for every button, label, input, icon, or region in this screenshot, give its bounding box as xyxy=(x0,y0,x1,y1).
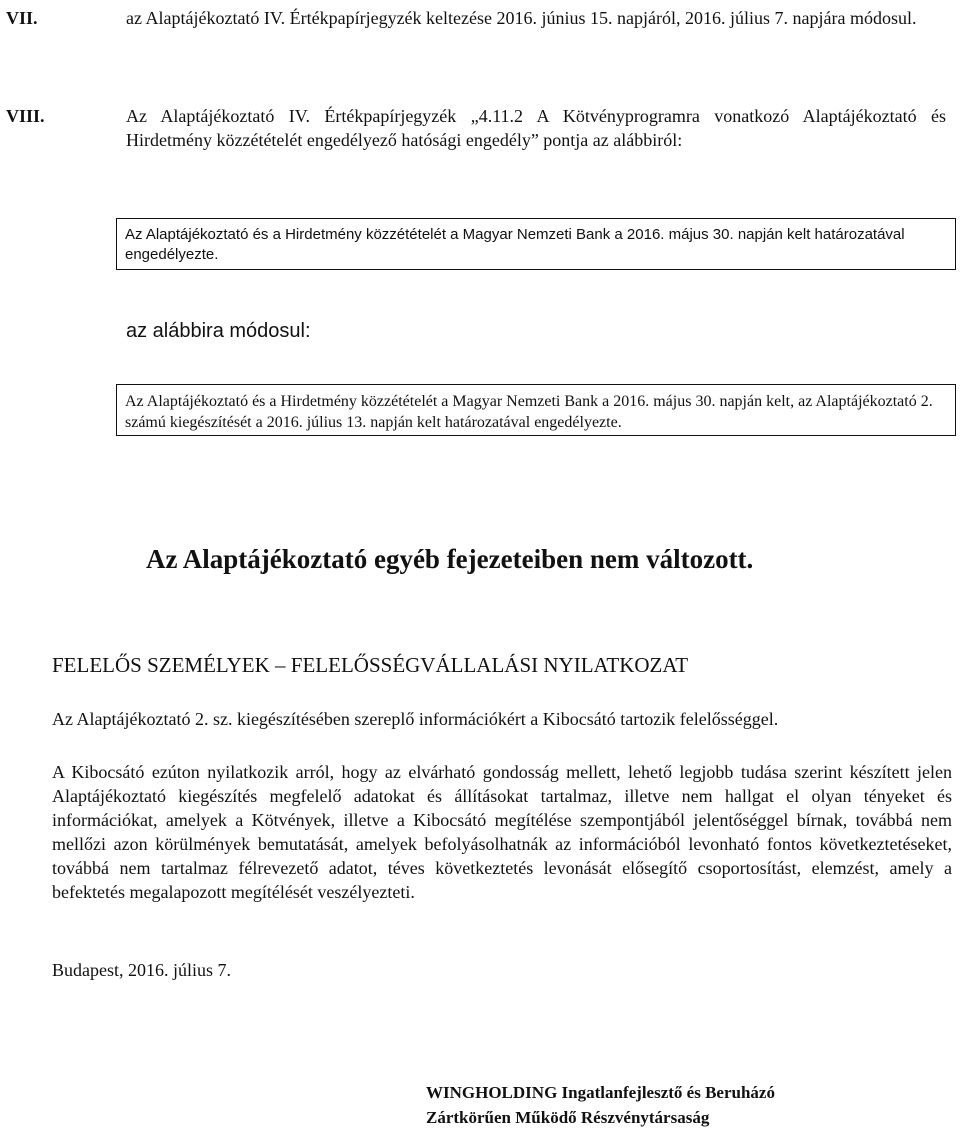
declaration-paragraph: A Kibocsátó ezúton nyilatkozik arról, hogy az elvárható gondosság mellett, lehető legjobb tudása szerint készített jelen Alaptájékoztató kiegészítés megfelelő adatokat és állításokat tartalmaz, illetve nem hallgat el olyan tényeket és információkat, amelyek a Kötvények, illetve a Kibocsátó megítélése szempontjából jelentőséggel bírnak, továbbá nem mellőzi azon körülmények bemutatását, amelyek befolyásolhatnák az információból levonható fontos következtetéseket, továbbá nem tartalmaz félrevezető adatot, téves következtetés levonását elősegítő csoportosítást, elemzést, amely a befektetés megalapozott megítélését veszélyezteti. xyxy=(52,762,952,902)
section-text-viii: Az Alaptájékoztató IV. Értékpapírjegyzék „4.11.2 A Kötvényprogramra vonatkozó Alaptájékoztató és Hirdetmény közzétételét engedélyező hatósági engedély” pontja az alábbiról: xyxy=(126,106,946,150)
section-number-viii: VIII. xyxy=(6,106,45,126)
signature-line-1: WINGHOLDING Ingatlanfejlesztő és Beruházó xyxy=(426,1083,775,1102)
place-and-date: Budapest, 2016. július 7. xyxy=(52,960,231,980)
section-number-vii: VII. xyxy=(6,8,38,28)
responsibility-statement: Az Alaptájékoztató 2. sz. kiegészítésében szereplő információkért a Kibocsátó tartozik felelősséggel. xyxy=(52,709,779,729)
signature-block xyxy=(426,1080,775,1130)
amended-text: Az Alaptájékoztató és a Hirdetmény közzétételét a Magyar Nemzeti Bank a 2016. május 30. napján kelt, az Alaptájékoztató 2. számú kiegészítését a 2016. július 13. napján kelt határozatával engedélyezte. xyxy=(125,393,933,431)
section-text-vii: az Alaptájékoztató IV. Értékpapírjegyzék keltezése 2016. június 15. napjáról, 2016. július 7. napjára módosul. xyxy=(126,8,917,28)
amended-text-box xyxy=(116,384,956,436)
original-text-box xyxy=(116,218,956,270)
signature-line-2: Zártkörűen Működő Részvénytársaság xyxy=(426,1108,710,1127)
responsible-persons-heading: FELELŐS SZEMÉLYEK – FELELŐSSÉGVÁLLALÁSI NYILATKOZAT xyxy=(52,653,689,677)
original-text: Az Alaptájékoztató és a Hirdetmény közzétételét a Magyar Nemzeti Bank a 2016. május 30. napján kelt határozatával engedélyezte. xyxy=(125,226,905,263)
modify-label: az alábbira módosul: xyxy=(126,320,311,342)
unchanged-heading: Az Alaptájékoztató egyéb fejezeteiben nem változott. xyxy=(146,544,754,574)
